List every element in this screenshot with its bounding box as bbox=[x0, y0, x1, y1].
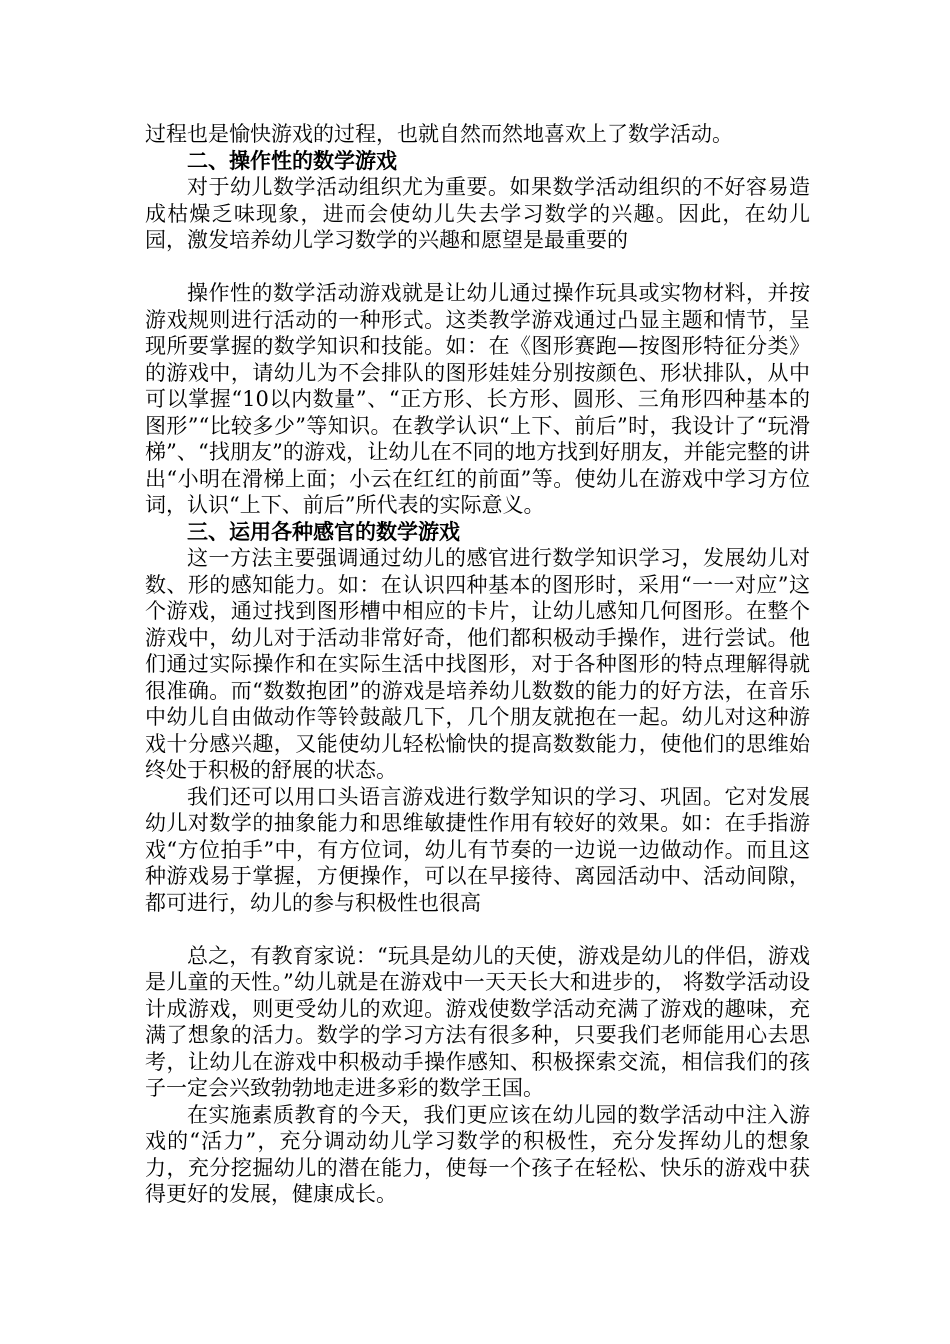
paragraph-senses-games: 这一方法主要强调通过幼儿的感官进行数学知识学习，发展幼儿对数、形的感知能力。如：在认识四种基本的图形时，采用“一一对应”这个游戏，通过找到图形槽中相应的卡片，让幼儿感知几何图形。在整个游戏中，幼儿对于活动非常好奇，他们都积极动手操作，进行尝试。他们通过实际操作和在实际生活中找图形，对于各种图形的特点理解得就很准确。而“数数抱团”的游戏是培养幼儿数数的能力的好方法，在音乐中幼儿自由做动作等铃鼓敲几下，几个朋友就抱在一起。幼儿对这种游戏十分感兴趣，又能使幼儿轻松愉快的提高数数能力，使他们的思维始终处于积极的舒展的状态。 bbox=[145, 546, 810, 782]
paragraph-intro: 对于幼儿数学活动组织尤为重要。如果数学活动组织的不好容易造成枯燥乏味现象，进而会使幼儿失去学习数学的兴趣。因此，在幼儿园，激发培养幼儿学习数学的兴趣和愿望是最重要的 bbox=[145, 175, 810, 252]
paragraph-gap bbox=[145, 254, 810, 281]
paragraph-gap bbox=[145, 916, 810, 943]
paragraph-conclusion: 总之，有教育家说：“玩具是幼儿的天使，游戏是幼儿的伴侣，游戏是儿童的天性。”幼儿就是在游戏中一天天长大和进步的， 将数学活动设计成游戏，则更受幼儿的欢迎。游戏使数学活动充满了游戏的趣味，充满了想象的活力。数学的学习方法有很多种，只要我们老师能用心去思考，让幼儿在游戏中积极动手操作感知、积极探索交流，相信我们的孩子一定会兴致勃勃地走进多彩的数学王国。 bbox=[145, 943, 810, 1100]
paragraph-verbal-games: 我们还可以用口头语言游戏进行数学知识的学习、巩固。它对发展幼儿对数学的抽象能力和思维敏捷性作用有较好的效果。如：在手指游戏“方位拍手”中，有方位词，幼儿有节奏的一边说一边做动作。而且这种游戏易于掌握，方便操作，可以在早接待、离园活动中、活动间隙，都可进行，幼儿的参与积极性也很高 bbox=[145, 784, 810, 915]
section-heading-3: 三、运用各种感官的数学游戏 bbox=[187, 519, 460, 544]
paragraph-continuation: 过程也是愉快游戏的过程，也就自然而然地喜欢上了数学活动。 bbox=[145, 122, 733, 146]
document-body bbox=[145, 121, 810, 1208]
paragraph-operative-games: 操作性的数学活动游戏就是让幼儿通过操作玩具或实物材料，并按游戏规则进行活动的一种形式。这类教学游戏通过凸显主题和情节，呈现所要掌握的数学知识和技能。如：在《图形赛跑—按图形特征分类》的游戏中，请幼儿为不会排队的图形娃娃分别按颜色、形状排队，从中可以掌握“10以内数量”、“正方形、长方形、圆形、三角形四种基本的图形”“比较多少”等知识。在教学认识“上下、前后”时，我设计了“玩滑梯”、“找朋友”的游戏，让幼儿在不同的地方找到好朋友，并能完整的讲出“小明在滑梯上面；小云在红红的前面”等。使幼儿在游戏中学习方位词，认识“上下、前后”所代表的实际意义。 bbox=[145, 281, 810, 517]
section-heading-2: 二、操作性的数学游戏 bbox=[187, 148, 397, 173]
paragraph-closing: 在实施素质教育的今天，我们更应该在幼儿园的数学活动中注入游戏的“活力”，充分调动幼儿学习数学的积极性，充分发挥幼儿的想象力，充分挖掘幼儿的潜在能力，使每一个孩子在轻松、快乐的游戏中获得更好的发展，健康成长。 bbox=[145, 1102, 810, 1206]
